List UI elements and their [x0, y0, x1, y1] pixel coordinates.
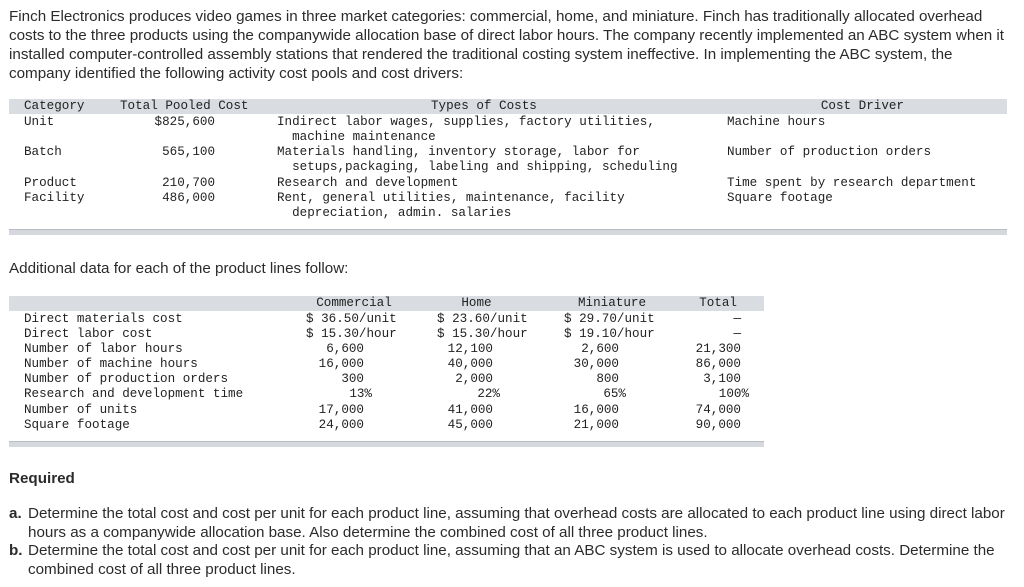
product-row-total: 86,000 [695, 357, 741, 371]
product-row-total: 3,100 [703, 372, 741, 386]
header-category: Category [24, 99, 85, 113]
cost-pool-table [9, 99, 1007, 237]
product-row-label: Number of production orders [24, 372, 229, 386]
cost-pool-bottom-rule [9, 229, 1007, 235]
required-item-label: b. [9, 542, 23, 559]
product-row-miniature: 800 [596, 372, 619, 386]
header-total: Total [699, 296, 737, 310]
product-row-total: 74,000 [695, 403, 741, 417]
product-row-home: 41,000 [447, 403, 493, 417]
product-row-home: 22% [477, 387, 500, 401]
header-types-of-costs: Types of Costs [431, 99, 537, 113]
product-row-commercial: $ 36.50/unit [306, 312, 397, 326]
product-row-home: 40,000 [447, 357, 493, 371]
product-row-home: $ 15.30/hour [437, 327, 528, 341]
required-item-b [9, 542, 1014, 579]
product-row-total: 90,000 [695, 418, 741, 432]
product-row-commercial: $ 15.30/hour [306, 327, 397, 341]
product-row-commercial: 16,000 [318, 357, 364, 371]
product-row-label: Number of machine hours [24, 357, 198, 371]
required-item-text: Determine the total cost and cost per unit for each product line, assuming that overhead costs are allocated to each product line using direct labor hours as a companywide allocation base. Also determine the combined cost of all three product lines. [28, 505, 1005, 541]
product-row-label: Research and development time [24, 387, 244, 401]
product-row-commercial: 6,600 [326, 342, 364, 356]
product-row-total: — [733, 312, 741, 326]
pool-row-types: Materials handling, inventory storage, labor for setups,packaging, labeling and shipping, scheduling [277, 145, 678, 175]
header-commercial: Commercial [316, 296, 392, 310]
header-miniature: Miniature [577, 296, 647, 310]
product-row-commercial: 17,000 [318, 403, 364, 417]
required-item-label: a. [9, 505, 22, 522]
pool-row-category: Batch [24, 145, 62, 159]
pool-row-category: Unit [24, 115, 55, 129]
pool-row-total: 486,000 [162, 191, 215, 205]
required-item-a [9, 505, 1014, 542]
pool-row-types: Indirect labor wages, supplies, factory utilities, machine maintenance [277, 115, 655, 145]
product-row-miniature: 2,600 [581, 342, 619, 356]
product-row-miniature: $ 29.70/unit [564, 312, 655, 326]
additional-data-heading: Additional data for each of the product lines follow: [9, 260, 349, 277]
pool-row-driver: Number of production orders [727, 145, 932, 159]
product-row-miniature: 21,000 [573, 418, 619, 432]
product-row-label: Direct labor cost [24, 327, 153, 341]
product-row-commercial: 300 [341, 372, 364, 386]
required-heading: Required [9, 470, 75, 487]
pool-row-types: Research and development [277, 176, 459, 190]
header-home: Home [461, 296, 492, 310]
product-row-commercial: 13% [349, 387, 372, 401]
pool-row-total: 210,700 [162, 176, 215, 190]
product-row-home: 12,100 [447, 342, 493, 356]
pool-row-driver: Square footage [727, 191, 833, 205]
pool-row-total: $825,600 [154, 115, 215, 129]
pool-row-driver: Machine hours [727, 115, 826, 129]
product-row-miniature: 16,000 [573, 403, 619, 417]
pool-row-total: 565,100 [162, 145, 215, 159]
product-row-miniature: 65% [603, 387, 626, 401]
product-row-total: 21,300 [695, 342, 741, 356]
product-row-commercial: 24,000 [318, 418, 364, 432]
product-row-label: Direct materials cost [24, 312, 183, 326]
required-item-text: Determine the total cost and cost per unit for each product line, assuming that an ABC system is used to allocate overhead costs. Determine the combined cost of all three product lines. [28, 542, 995, 578]
product-row-label: Square footage [24, 418, 130, 432]
product-row-total: — [733, 327, 741, 341]
product-row-home: 2,000 [455, 372, 493, 386]
problem-intro: Finch Electronics produces video games in three market categories: commercial, home, and miniature. Finch has traditionally allocated overhead costs to the three products using the companywide allocation base of direct labor hours. The company recently implemented an ABC system when it installed computer-controlled assembly stations that rendered the traditional costing system ineffective. In implementing the ABC system, the company identified the following activity cost pools and cost drivers: [9, 8, 1005, 82]
product-row-miniature: 30,000 [573, 357, 619, 371]
header-cost-driver: Cost Driver [820, 99, 904, 113]
product-row-miniature: $ 19.10/hour [564, 327, 655, 341]
required-list [9, 505, 1014, 579]
pool-row-category: Product [24, 176, 77, 190]
header-total-pooled-cost: Total Pooled Cost [120, 99, 249, 113]
product-row-home: 45,000 [447, 418, 493, 432]
product-data-table [9, 296, 764, 448]
product-row-label: Number of labor hours [24, 342, 183, 356]
product-bottom-rule [9, 441, 764, 447]
pool-row-category: Facility [24, 191, 85, 205]
pool-row-driver: Time spent by research department [727, 176, 977, 190]
product-row-home: $ 23.60/unit [437, 312, 528, 326]
product-row-total: 100% [718, 387, 749, 401]
pool-row-types: Rent, general utilities, maintenance, facility depreciation, admin. salaries [277, 191, 625, 221]
product-row-label: Number of units [24, 403, 138, 417]
